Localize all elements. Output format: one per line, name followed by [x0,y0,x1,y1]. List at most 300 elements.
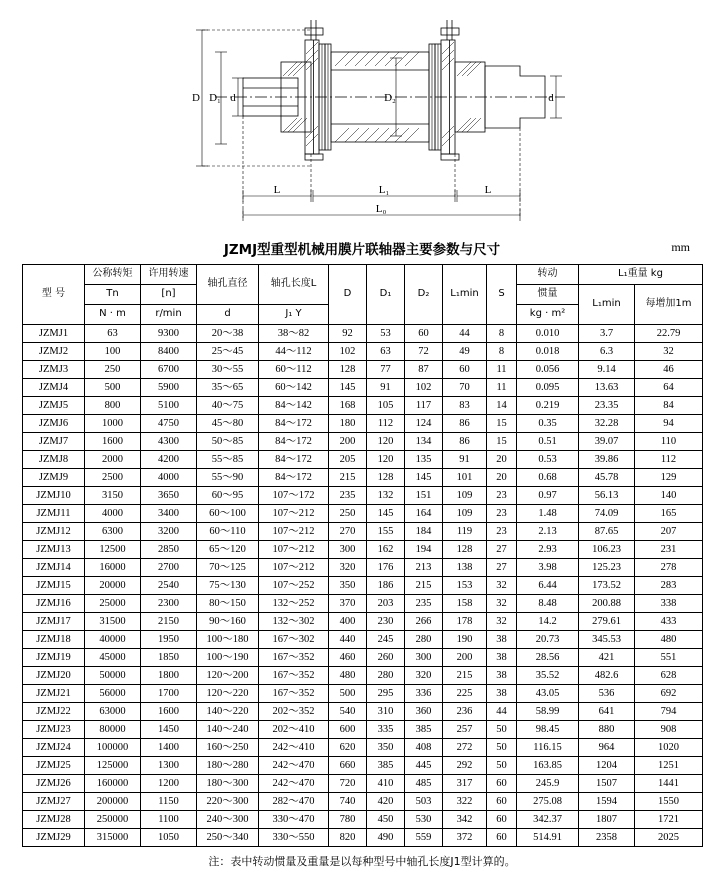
cell-model: JZMJ5 [23,397,85,415]
cell-inertia: 163.85 [517,757,579,775]
cell-bore-diameter: 45～80 [197,415,259,433]
cell-torque: 40000 [85,631,141,649]
cell-D1: 145 [367,505,405,523]
cell-D: 128 [329,361,367,379]
cell-D2: 235 [405,595,443,613]
cell-inertia: 0.35 [517,415,579,433]
cell-bore-length: 84～172 [259,433,329,451]
cell-inertia: 514.91 [517,829,579,847]
cell-D1: 203 [367,595,405,613]
cell-weight-add: 278 [635,559,703,577]
cell-D2: 266 [405,613,443,631]
cell-torque: 2000 [85,451,141,469]
cell-D2: 87 [405,361,443,379]
cell-inertia: 35.52 [517,667,579,685]
header-L1min: L₁min [443,265,487,325]
cell-model: JZMJ23 [23,721,85,739]
cell-inertia: 6.44 [517,577,579,595]
cell-weight-min: 125.23 [579,559,635,577]
cell-weight-add: 46 [635,361,703,379]
cell-S: 32 [487,613,517,631]
cell-L1min: 91 [443,451,487,469]
cell-D1: 245 [367,631,405,649]
table-header-row-1 [23,265,703,285]
header-bore-J1Y: J₁ Y [259,305,329,325]
cell-speed: 1600 [141,703,197,721]
cell-D: 540 [329,703,367,721]
cell-bore-diameter: 120～220 [197,685,259,703]
cell-D: 168 [329,397,367,415]
cell-S: 50 [487,721,517,739]
table-row [23,829,703,847]
cell-L1min: 322 [443,793,487,811]
cell-speed: 2540 [141,577,197,595]
table-row [23,757,703,775]
cell-L1min: 44 [443,325,487,343]
table-row [23,451,703,469]
cell-speed: 2150 [141,613,197,631]
cell-D1: 53 [367,325,405,343]
cell-D2: 360 [405,703,443,721]
cell-inertia: 0.97 [517,487,579,505]
table-row [23,703,703,721]
cell-D1: 120 [367,433,405,451]
cell-D: 145 [329,379,367,397]
cell-D: 350 [329,577,367,595]
cell-inertia: 98.45 [517,721,579,739]
header-weight-min: L₁min [579,285,635,325]
cell-inertia: 43.05 [517,685,579,703]
cell-torque: 125000 [85,757,141,775]
cell-model: JZMJ7 [23,433,85,451]
cell-bore-length: 84～142 [259,397,329,415]
cell-model: JZMJ25 [23,757,85,775]
cell-inertia: 1.48 [517,505,579,523]
cell-weight-add: 94 [635,415,703,433]
cell-D1: 91 [367,379,405,397]
cell-D2: 213 [405,559,443,577]
cell-D: 215 [329,469,367,487]
cell-weight-add: 692 [635,685,703,703]
cell-S: 23 [487,523,517,541]
cell-speed: 1200 [141,775,197,793]
cell-S: 23 [487,487,517,505]
header-torque-line1: 公称转矩 [85,265,141,285]
header-weight-group: L₁重量 kg [579,265,703,285]
table-row [23,487,703,505]
dim-label-D2: D₂ [384,92,396,104]
cell-S: 38 [487,631,517,649]
cell-S: 32 [487,595,517,613]
cell-S: 27 [487,559,517,577]
cell-model: JZMJ17 [23,613,85,631]
dim-label-L0: L₀ [375,203,387,215]
cell-weight-add: 207 [635,523,703,541]
cell-D: 440 [329,631,367,649]
cell-weight-add: 231 [635,541,703,559]
cell-model: JZMJ22 [23,703,85,721]
cell-bore-length: 242～410 [259,739,329,757]
cell-bore-diameter: 120～200 [197,667,259,685]
cell-bore-diameter: 160～250 [197,739,259,757]
table-row [23,649,703,667]
cell-bore-diameter: 30～55 [197,361,259,379]
header-speed-line1: 许用转速 [141,265,197,285]
cell-speed: 4300 [141,433,197,451]
cell-D2: 151 [405,487,443,505]
cell-torque: 45000 [85,649,141,667]
cell-weight-add: 140 [635,487,703,505]
cell-bore-length: 132～252 [259,595,329,613]
cell-weight-add: 1251 [635,757,703,775]
cell-weight-min: 39.86 [579,451,635,469]
cell-speed: 3200 [141,523,197,541]
cell-weight-min: 74.09 [579,505,635,523]
cell-torque: 250 [85,361,141,379]
cell-D2: 530 [405,811,443,829]
cell-bore-length: 202～410 [259,721,329,739]
cell-L1min: 128 [443,541,487,559]
cell-L1min: 372 [443,829,487,847]
cell-torque: 31500 [85,613,141,631]
cell-weight-min: 2358 [579,829,635,847]
cell-S: 14 [487,397,517,415]
cell-inertia: 0.056 [517,361,579,379]
cell-S: 8 [487,325,517,343]
cell-D1: 186 [367,577,405,595]
cell-inertia: 342.37 [517,811,579,829]
cell-speed: 6700 [141,361,197,379]
cell-inertia: 14.2 [517,613,579,631]
cell-inertia: 2.13 [517,523,579,541]
cell-D2: 559 [405,829,443,847]
cell-weight-min: 45.78 [579,469,635,487]
cell-model: JZMJ10 [23,487,85,505]
cell-torque: 20000 [85,577,141,595]
dim-label-L1: L₁ [378,184,390,196]
cell-bore-diameter: 35～65 [197,379,259,397]
cell-weight-add: 433 [635,613,703,631]
cell-inertia: 3.98 [517,559,579,577]
dim-label-L-right: L [484,184,492,196]
cell-D: 320 [329,559,367,577]
cell-weight-min: 32.28 [579,415,635,433]
header-S: S [487,265,517,325]
cell-S: 60 [487,775,517,793]
cell-D1: 295 [367,685,405,703]
cell-weight-min: 421 [579,649,635,667]
dim-label-d-right: d [548,92,554,104]
table-row [23,775,703,793]
table-row [23,577,703,595]
cell-D: 205 [329,451,367,469]
cell-weight-add: 110 [635,433,703,451]
cell-weight-min: 279.61 [579,613,635,631]
cell-weight-min: 964 [579,739,635,757]
cell-bore-length: 167～352 [259,667,329,685]
cell-L1min: 292 [443,757,487,775]
table-row [23,361,703,379]
cell-weight-add: 628 [635,667,703,685]
cell-inertia: 20.73 [517,631,579,649]
cell-speed: 1050 [141,829,197,847]
cell-D1: 385 [367,757,405,775]
cell-weight-min: 23.35 [579,397,635,415]
cell-torque: 100000 [85,739,141,757]
cell-inertia: 2.93 [517,541,579,559]
cell-L1min: 317 [443,775,487,793]
cell-bore-length: 60～142 [259,379,329,397]
cell-weight-min: 1204 [579,757,635,775]
dim-label-L-left: L [273,184,281,196]
header-weight-add: 每增加1m [635,285,703,325]
cell-L1min: 200 [443,649,487,667]
cell-L1min: 101 [443,469,487,487]
cell-weight-min: 9.14 [579,361,635,379]
cell-S: 60 [487,793,517,811]
cell-D2: 215 [405,577,443,595]
cell-D2: 60 [405,325,443,343]
cell-S: 11 [487,379,517,397]
cell-L1min: 109 [443,505,487,523]
cell-model: JZMJ29 [23,829,85,847]
drawing-svg [0,0,724,232]
cell-D1: 120 [367,451,405,469]
cell-D1: 112 [367,415,405,433]
cell-weight-min: 87.65 [579,523,635,541]
cell-bore-length: 167～352 [259,685,329,703]
cell-torque: 4000 [85,505,141,523]
spec-table-body [23,325,703,847]
cell-speed: 2850 [141,541,197,559]
cell-bore-length: 84～172 [259,469,329,487]
spec-table-wrapper [22,264,702,847]
cell-D: 820 [329,829,367,847]
cell-speed: 1300 [141,757,197,775]
cell-model: JZMJ11 [23,505,85,523]
cell-D2: 194 [405,541,443,559]
cell-bore-length: 60～112 [259,361,329,379]
table-note: 注：表中转动惯量及重量是以每种型号中轴孔长度J1型计算的。 [208,855,516,868]
cell-D2: 102 [405,379,443,397]
cell-model: JZMJ20 [23,667,85,685]
table-row [23,685,703,703]
cell-torque: 6300 [85,523,141,541]
cell-D: 780 [329,811,367,829]
page-title: JZMJ型重型机械用膜片联轴器主要参数与尺寸 [223,242,501,258]
cell-L1min: 119 [443,523,487,541]
cell-weight-min: 6.3 [579,343,635,361]
cell-model: JZMJ1 [23,325,85,343]
dim-label-D1: D₁ [209,92,221,104]
cell-D1: 310 [367,703,405,721]
cell-model: JZMJ2 [23,343,85,361]
cell-bore-length: 132～302 [259,613,329,631]
cell-inertia: 58.99 [517,703,579,721]
cell-bore-length: 107～212 [259,559,329,577]
cell-S: 60 [487,829,517,847]
cell-L1min: 342 [443,811,487,829]
cell-inertia: 0.53 [517,451,579,469]
header-bore-d: d [197,305,259,325]
cell-weight-min: 173.52 [579,577,635,595]
cell-D1: 230 [367,613,405,631]
cell-speed: 3400 [141,505,197,523]
table-row [23,739,703,757]
cell-bore-diameter: 180～300 [197,775,259,793]
cell-L1min: 60 [443,361,487,379]
cell-D2: 164 [405,505,443,523]
cell-weight-add: 1441 [635,775,703,793]
cell-S: 32 [487,577,517,595]
cell-weight-min: 200.88 [579,595,635,613]
cell-L1min: 153 [443,577,487,595]
cell-L1min: 83 [443,397,487,415]
cell-D1: 410 [367,775,405,793]
cell-D1: 350 [367,739,405,757]
cell-weight-min: 3.7 [579,325,635,343]
cell-D: 400 [329,613,367,631]
cell-torque: 2500 [85,469,141,487]
cell-weight-add: 1721 [635,811,703,829]
cell-model: JZMJ9 [23,469,85,487]
cell-D1: 490 [367,829,405,847]
table-row [23,667,703,685]
cell-L1min: 225 [443,685,487,703]
cell-D2: 184 [405,523,443,541]
cell-inertia: 28.56 [517,649,579,667]
cell-bore-diameter: 55～85 [197,451,259,469]
cell-torque: 50000 [85,667,141,685]
cell-model: JZMJ18 [23,631,85,649]
cell-speed: 8400 [141,343,197,361]
cell-speed: 1400 [141,739,197,757]
cell-torque: 315000 [85,829,141,847]
cell-weight-min: 39.07 [579,433,635,451]
cell-weight-add: 551 [635,649,703,667]
header-bore-length: 轴孔长度L [259,265,329,305]
table-row [23,811,703,829]
cell-bore-diameter: 90～160 [197,613,259,631]
cell-D: 300 [329,541,367,559]
cell-speed: 1100 [141,811,197,829]
cell-model: JZMJ4 [23,379,85,397]
cell-model: JZMJ27 [23,793,85,811]
header-inertia-line2: 惯量 [517,285,579,305]
cell-D2: 336 [405,685,443,703]
cell-D2: 135 [405,451,443,469]
cell-S: 15 [487,415,517,433]
cell-D1: 63 [367,343,405,361]
cell-model: JZMJ15 [23,577,85,595]
cell-model: JZMJ6 [23,415,85,433]
cell-bore-diameter: 250～340 [197,829,259,847]
cell-D: 92 [329,325,367,343]
cell-inertia: 275.08 [517,793,579,811]
cell-torque: 1000 [85,415,141,433]
cell-speed: 9300 [141,325,197,343]
cell-S: 27 [487,541,517,559]
cell-bore-length: 242～470 [259,775,329,793]
cell-L1min: 86 [443,415,487,433]
title-row [0,234,724,260]
cell-speed: 1450 [141,721,197,739]
cell-S: 60 [487,811,517,829]
cell-bore-diameter: 100～190 [197,649,259,667]
cell-weight-min: 345.53 [579,631,635,649]
table-row [23,397,703,415]
cell-model: JZMJ28 [23,811,85,829]
cell-bore-diameter: 70～125 [197,559,259,577]
cell-D2: 134 [405,433,443,451]
cell-speed: 1800 [141,667,197,685]
cell-D1: 132 [367,487,405,505]
table-row [23,613,703,631]
cell-D2: 145 [405,469,443,487]
cell-D: 180 [329,415,367,433]
table-row [23,595,703,613]
cell-bore-length: 84～172 [259,415,329,433]
cell-speed: 2300 [141,595,197,613]
cell-bore-length: 202～352 [259,703,329,721]
cell-speed: 5100 [141,397,197,415]
cell-torque: 63000 [85,703,141,721]
cell-torque: 12500 [85,541,141,559]
cell-bore-diameter: 140～220 [197,703,259,721]
cell-D2: 72 [405,343,443,361]
cell-weight-add: 908 [635,721,703,739]
cell-bore-diameter: 75～130 [197,577,259,595]
cell-S: 8 [487,343,517,361]
cell-weight-min: 106.23 [579,541,635,559]
cell-D: 102 [329,343,367,361]
table-row [23,469,703,487]
cell-bore-length: 107～252 [259,577,329,595]
table-row [23,631,703,649]
cell-speed: 1150 [141,793,197,811]
cell-L1min: 190 [443,631,487,649]
cell-speed: 4200 [141,451,197,469]
cell-S: 15 [487,433,517,451]
cell-model: JZMJ16 [23,595,85,613]
header-torque-unit: N · m [85,305,141,325]
cell-D: 200 [329,433,367,451]
cell-bore-diameter: 50～85 [197,433,259,451]
cell-weight-add: 64 [635,379,703,397]
cell-bore-length: 107～212 [259,523,329,541]
cell-bore-diameter: 220～300 [197,793,259,811]
cell-D1: 128 [367,469,405,487]
cell-bore-length: 44～112 [259,343,329,361]
cell-D2: 320 [405,667,443,685]
cell-bore-diameter: 65～120 [197,541,259,559]
cell-weight-min: 1594 [579,793,635,811]
cell-weight-min: 536 [579,685,635,703]
cell-inertia: 116.15 [517,739,579,757]
table-row [23,541,703,559]
cell-bore-diameter: 55～90 [197,469,259,487]
cell-D1: 155 [367,523,405,541]
cell-weight-add: 480 [635,631,703,649]
cell-torque: 25000 [85,595,141,613]
cell-weight-add: 2025 [635,829,703,847]
coupling-technical-drawing [0,0,724,232]
cell-bore-diameter: 140～240 [197,721,259,739]
cell-D1: 162 [367,541,405,559]
cell-D: 740 [329,793,367,811]
cell-weight-min: 13.63 [579,379,635,397]
cell-weight-min: 482.6 [579,667,635,685]
